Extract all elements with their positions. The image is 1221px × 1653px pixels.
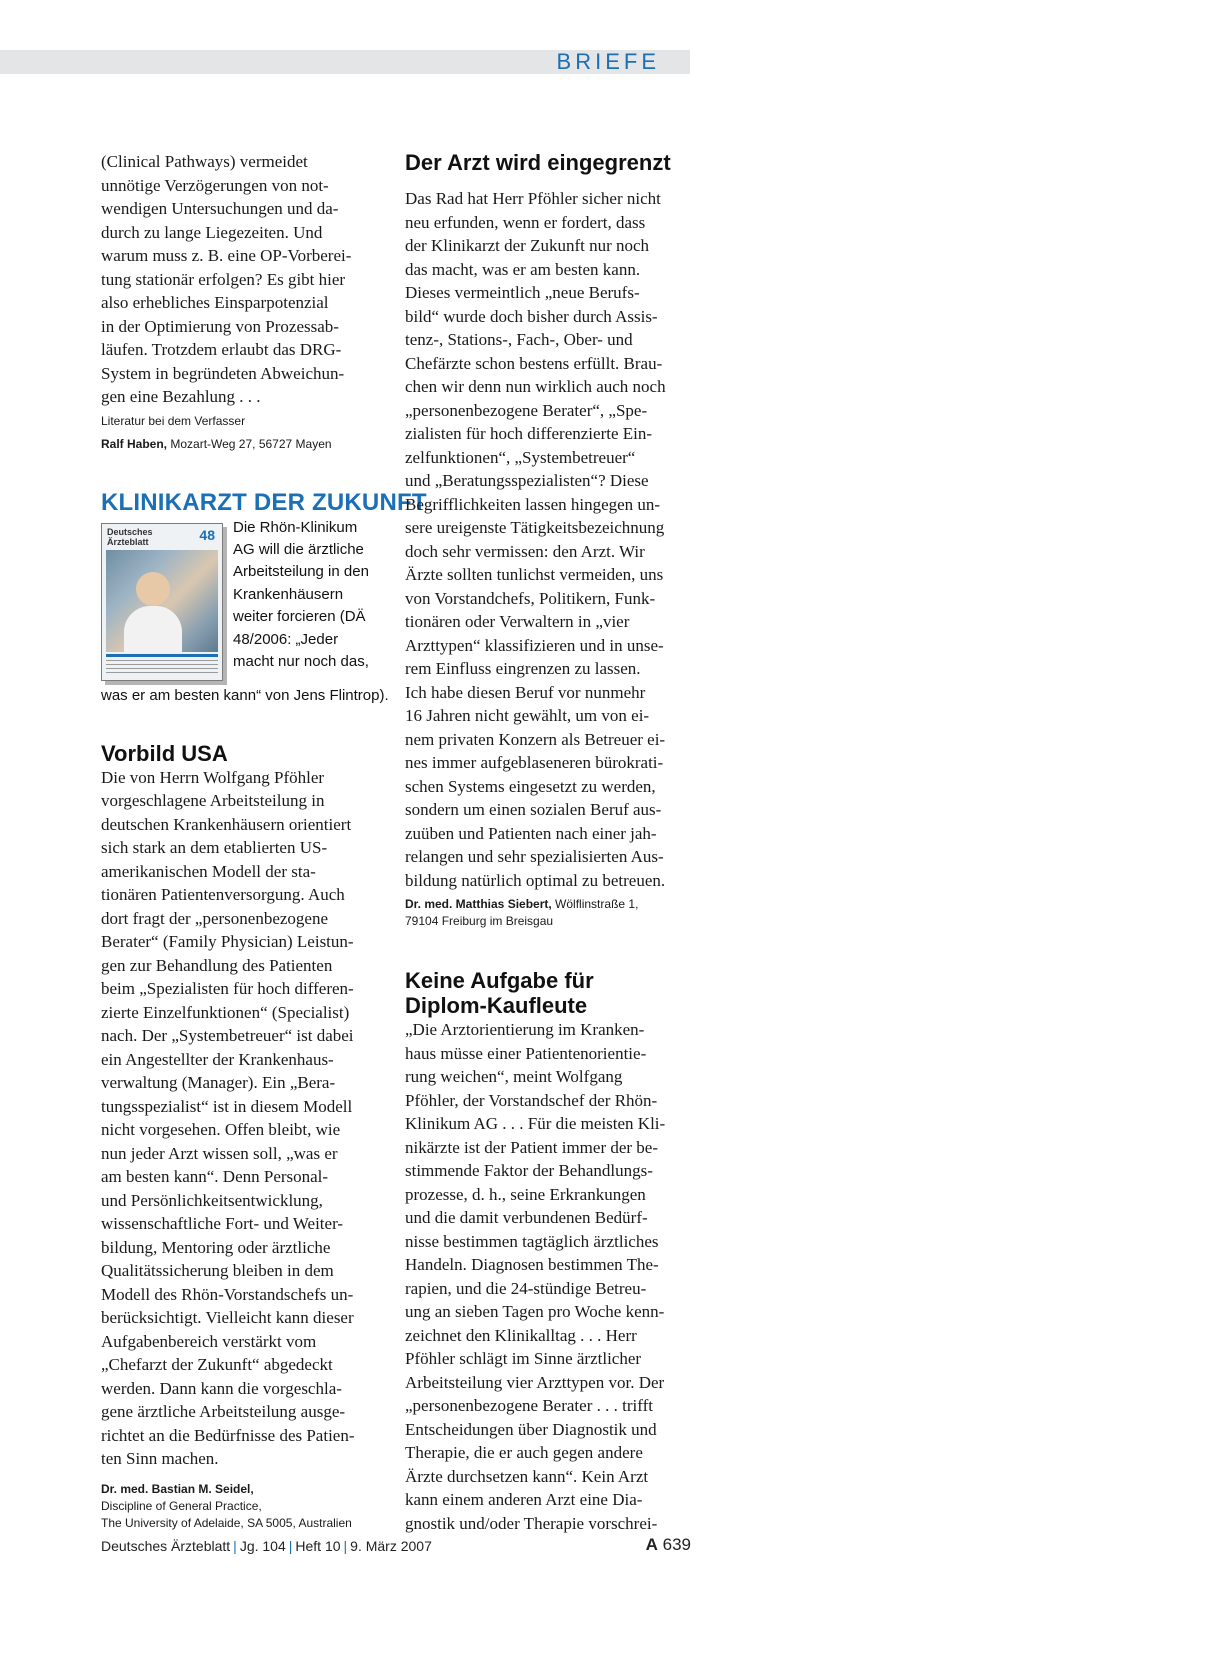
text-line: stimmende Faktor der Behandlungs- [405,1161,653,1180]
text-line: läufen. Trotzdem erlaubt das DRG- [101,340,342,359]
text-line: zelfunktionen“, „Systembetreuer“ [405,447,636,467]
teaser-line: AG will die ärztliche [233,540,364,558]
text-line: Ärzte sollten tunlichst vermeiden, uns [405,565,664,584]
letter-heading-line: Diplom-Kaufleute [405,993,588,1018]
author-address: The University of Adelaide, SA 5005, Australien [101,1515,352,1530]
author-affiliation: Discipline of General Practice, [101,1498,262,1513]
text-line: gen zur Behandlung des Patienten [101,955,333,975]
teaser-body [101,517,386,693]
text-line: unnötige Verzögerungen von not- [101,175,329,195]
author-address: Mozart-Weg 27, 56727 Mayen [167,436,332,451]
text-line: nikärzte ist der Patient immer der be- [405,1137,659,1157]
text-line: ein Angestellter der Krankenhaus- [101,1049,334,1069]
text-line: zierte Einzelfunktionen“ (Specialist) [101,1002,350,1022]
text-line: deutschen Krankenhäusern orientiert [101,814,352,834]
text-line: haus müsse einer Patientenorientie- [405,1043,647,1063]
left-column [101,150,427,1532]
text-line: richtet an die Bedürfnisse des Patien- [101,1425,355,1445]
text-line: Arzttypen“ klassifizieren und in unse- [405,635,664,655]
letter-keine-aufgabe [405,968,694,1535]
letter-heading: Der Arzt wird eingegrenzt [405,150,671,175]
text-line: Berater“ (Family Physician) Leistun- [101,932,354,952]
page-prefix: A [645,1535,658,1554]
teaser-box [101,488,427,707]
text-line: Entscheidungen über Diagnostik und [405,1419,657,1439]
text-line: neu erfunden, wenn er fordert, dass [405,212,646,232]
text-line: kann einem anderen Arzt eine Dia- [405,1490,643,1509]
text-line: nisse bestimmen tagtäglich ärztliches [405,1231,659,1251]
text-line: werden. Dann kann die vorgeschla- [101,1378,342,1398]
text-line: Chefärzte schon bestens erfüllt. Brau- [405,353,663,373]
teaser-line: 48/2006: „Jeder [233,630,339,648]
text-line: Dieses vermeintlich „neue Berufs- [405,283,640,302]
cover-title-line: Deutsches [107,526,153,537]
text-line: wendigen Untersuchungen und da- [101,199,339,218]
text-line: dort fragt der „personenbezogene [101,908,329,928]
text-line: in der Optimierung von Prozessab- [101,316,339,336]
author-block [101,1481,386,1532]
text-line: nem privaten Konzern als Betreuer ei- [405,729,666,749]
text-line: Modell des Rhön-Vorstandschefs un- [101,1284,354,1304]
text-line: 16 Jahren nicht gewählt, um von ei- [405,706,650,725]
text-line: warum muss z. B. eine OP-Vorberei- [101,246,352,265]
text-line: durch zu lange Liegezeiten. Und [101,222,323,242]
cover-issue-number: 48 [199,526,215,543]
text-line: Aufgabenbereich verstärkt vom [101,1331,317,1351]
text-line: sere ureigenste Tätigkeitsbezeichnung [405,518,665,537]
text-line: berücksichtigt. Vielleicht kann dieser [101,1308,354,1328]
letter-vorbild-usa [101,741,386,1532]
cover-title [107,527,153,547]
author-block [405,896,694,930]
text-line: gen eine Bezahlung . . . [101,387,261,406]
text-line: rem Einfluss eingrenzen zu lassen. [405,659,641,678]
text-line: das macht, was er am besten kann. [405,259,641,279]
text-line: rapien, und die 24-stündige Betreu- [405,1278,647,1298]
author-name: Ralf Haben, [101,436,168,451]
text-line: Begrifflichkeiten lassen hingegen un- [405,494,661,514]
text-line: System in begründeten Abweichun- [101,363,345,383]
text-line: tionären Patientenversorgung. Auch [101,885,345,905]
author-block [101,413,386,453]
cover-text-lines [106,660,218,676]
text-line: von Vorstandchefs, Politikern, Funk- [405,588,656,608]
teaser-line: was er am besten kann“ von Jens Flintrop). [101,686,389,704]
text-line: Ärzte durchsetzen kann“. Kein Arzt [405,1466,649,1486]
teaser-line: macht nur noch das, [233,652,369,670]
text-line: sich stark an dem etablierten US- [101,838,328,858]
text-line: tenz-, Stations-, Fach-, Ober- und [405,330,633,349]
text-line: gnostik und/oder Therapie vorschrei- [405,1513,658,1533]
text-line: nach. Der „Systembetreuer“ ist dabei [101,1026,354,1046]
kicker-heading: KLINIKARZT DER ZUKUNFT [101,488,427,516]
footer-separator: | [233,1538,237,1554]
text-line: „Die Arztorientierung im Kranken- [405,1020,645,1039]
text-line: „personenbezogene Berater . . . trifft [405,1396,653,1415]
text-line: wissenschaftliche Fort- und Weiter- [101,1214,344,1234]
text-line: rung weichen“, meint Wolfgang [405,1067,623,1086]
teaser-line: Die Rhön-Klinikum [233,518,358,536]
magazine-cover-image [101,523,223,681]
text-line: Pföhler schlägt im Sinne ärztlicher [405,1349,642,1368]
text-line: tionären oder Verwaltern in „vier [405,612,630,631]
text-line: vorgeschlagene Arbeitsteilung in [101,791,325,811]
text-line: ten Sinn machen. [101,1449,219,1469]
text-line: bildung natürlich optimal zu betreuen. [405,870,666,890]
text-line: Handeln. Diagnosen bestimmen The- [405,1255,659,1274]
text-line: tung stationär erfolgen? Es gibt hier [101,269,346,289]
page-footer [101,1535,691,1554]
footer-date: 9. März 2007 [350,1538,432,1554]
text-line: Qualitätssicherung bleiben in dem [101,1261,334,1281]
text-line: Pföhler, der Vorstandschef der Rhön- [405,1090,658,1110]
cover-strip [106,654,218,657]
text-line: verwaltung (Manager). Ein „Bera- [101,1073,336,1093]
text-line: und die damit verbundenen Bedürf- [405,1208,648,1227]
text-line: chen wir denn nun wirklich auch noch [405,377,666,396]
text-line: nes immer aufgeblaseneren bürokrati- [405,753,664,772]
letter-heading [405,968,694,1018]
author-name: Dr. med. Matthias Siebert, [405,897,552,911]
text-line: bildung, Mentoring oder ärztliche [101,1237,331,1257]
text-line: beim „Spezialisten für hoch differen- [101,979,354,999]
text-line: Ich habe diesen Beruf vor nunmehr [405,682,646,702]
footer-journal: Deutsches Ärzteblatt [101,1538,231,1554]
text-line: und Persönlichkeitsentwicklung, [101,1190,323,1210]
text-line: und „Beratungsspezialisten“? Diese [405,471,649,490]
letter-arzt-eingegrenzt [405,150,694,930]
text-line: doch sehr vermissen: den Arzt. Wir [405,541,645,561]
text-line: also erhebliches Einsparpotenzial [101,293,329,312]
text-line: zeichnet den Klinikalltag . . . Herr [405,1325,637,1345]
literature-note: Literatur bei dem Verfasser [101,413,246,428]
text-line: bild“ wurde doch bisher durch Assis- [405,306,658,326]
footer-issue: Heft 10 [295,1538,341,1554]
author-city: 79104 Freiburg im Breisgau [405,914,554,928]
page-number-value: 639 [657,1535,691,1554]
text-line: prozesse, d. h., seine Erkrankungen [405,1184,646,1204]
author-signature [405,896,694,913]
page-number [646,1535,691,1555]
text-line: am besten kann“. Denn Personal- [101,1167,329,1187]
text-line: sondern um einen sozialen Beruf aus- [405,800,662,819]
section-header-bar [0,50,690,74]
text-line: Das Rad hat Herr Pföhler sicher nicht [405,189,661,208]
text-line: schen Systems eingesetzt zu werden, [405,776,656,796]
footer-separator: | [288,1538,293,1554]
letter-heading: Vorbild USA [101,740,228,766]
text-line: zialisten für hoch differenzierte Ein- [405,424,653,443]
letter-continuation [101,150,386,409]
text-line: tungsspezialist“ ist in diesem Modell [101,1096,353,1116]
teaser-line: Krankenhäusern [233,585,344,603]
text-line: amerikanischen Modell der sta- [101,861,316,881]
text-line: nun jeder Arzt wissen soll, „was er [101,1143,338,1163]
text-line: Die von Herrn Wolfgang Pföhler [101,767,325,787]
teaser-line: weiter forcieren (DÄ [233,608,366,626]
author-address: Wölflinstraße 1, [551,897,639,911]
teaser-line: Arbeitsteilung in den [233,563,369,581]
text-line: gene ärztliche Arbeitsteilung ausge- [101,1402,346,1422]
text-line: Arbeitsteilung vier Arzttypen vor. Der [405,1372,665,1392]
footer-separator: | [343,1538,348,1554]
text-line: „personenbezogene Berater“, „Spe- [405,400,648,420]
text-line: (Clinical Pathways) vermeidet [101,152,308,171]
author-signature [101,436,386,453]
text-line: Klinikum AG . . . Für die meisten Kli- [405,1114,666,1133]
section-label: BRIEFE [556,49,660,74]
author-name-text: Dr. med. Bastian M. Seidel, [101,1481,254,1496]
letter-heading-line: Keine Aufgabe für [405,968,594,993]
cover-title-line: Ärzteblatt [107,536,149,547]
text-line: ung an sieben Tagen pro Woche kenn- [405,1302,665,1321]
text-line: der Klinikarzt der Zukunft nur noch [405,236,650,255]
text-line: „Chefarzt der Zukunft“ abgedeckt [101,1355,333,1375]
right-column [405,150,694,1535]
text-line: zuüben und Patienten nach einer jah- [405,823,657,843]
text-line: relangen und sehr spezialisierten Aus- [405,847,664,866]
footer-volume: Jg. 104 [239,1538,286,1554]
cover-photo [106,550,218,652]
text-line: nicht vorgesehen. Offen bleibt, wie [101,1120,341,1140]
text-line: Therapie, die er auch gegen andere [405,1443,643,1462]
author-name [101,1481,386,1498]
